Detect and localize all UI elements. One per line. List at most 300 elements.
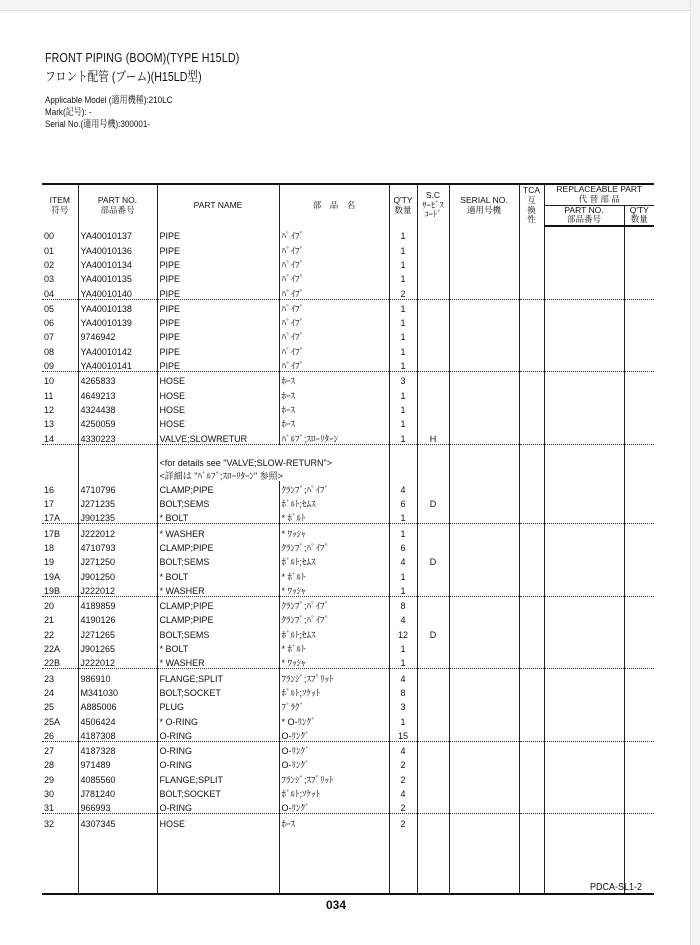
col-rep-qty: Q'TY 数量: [624, 205, 654, 226]
table-row: [42, 814, 654, 829]
service-code: [417, 640, 449, 654]
item-number: 06: [44, 318, 55, 329]
table-row: [42, 226, 654, 241]
table-row: [42, 654, 654, 669]
table-row: [42, 785, 654, 799]
empty-cell: [519, 654, 544, 669]
part-number: M341030: [78, 684, 157, 698]
empty-cell: [544, 640, 624, 654]
service-code: [417, 785, 449, 799]
empty-cell: [449, 596, 519, 611]
item-number: 22B: [42, 654, 78, 669]
item-number: 27: [44, 746, 55, 757]
part-name: PIPE: [157, 270, 279, 284]
empty-cell: [544, 799, 624, 814]
service-code: [417, 342, 449, 356]
table-row: [42, 727, 654, 742]
service-code: [417, 698, 449, 712]
service-code: H: [417, 429, 449, 444]
empty-cell: [519, 785, 544, 799]
empty-cell: [519, 669, 544, 684]
empty-cell: [624, 539, 654, 553]
service-code: [417, 241, 449, 255]
empty-cell: [389, 829, 417, 894]
item-number: 22A: [44, 644, 61, 655]
empty-cell: [544, 401, 624, 415]
part-number: J222012: [78, 582, 157, 597]
item-number: 14: [42, 429, 78, 444]
service-code: [417, 299, 449, 314]
part-number: 4330223: [78, 429, 157, 444]
item-number: 12: [44, 404, 55, 415]
part-number: YA40010136: [78, 241, 157, 255]
empty-cell: [624, 684, 654, 698]
empty-cell: [78, 455, 157, 468]
empty-cell: [519, 429, 544, 444]
empty-cell: [417, 444, 449, 455]
empty-cell: [519, 712, 544, 726]
empty-cell: [544, 495, 624, 509]
quantity: 8: [389, 596, 417, 611]
empty-cell: [544, 314, 624, 328]
part-number: 966993: [78, 799, 157, 814]
empty-cell: [449, 698, 519, 712]
empty-cell: [519, 386, 544, 400]
part-name: * BOLT: [157, 567, 279, 581]
service-code: [417, 539, 449, 553]
empty-cell: [624, 495, 654, 509]
part-number: 986910: [78, 669, 157, 684]
quantity: 1: [389, 226, 417, 241]
empty-cell: [449, 415, 519, 429]
empty-cell: [519, 582, 544, 597]
empty-cell: [449, 372, 519, 387]
service-code: [417, 596, 449, 611]
empty-cell: [449, 444, 519, 455]
service-code: [417, 567, 449, 581]
part-name: BOLT;SOCKET: [157, 785, 279, 799]
part-name-jp: ﾎｰｽ: [279, 814, 389, 829]
empty-cell: [624, 284, 654, 299]
service-code: [417, 611, 449, 625]
part-name-jp: ﾊﾟｲﾌﾟ: [279, 270, 389, 284]
item-number: 25A: [44, 716, 61, 727]
empty-cell: [519, 241, 544, 255]
part-number: 4307345: [78, 814, 157, 829]
quantity: 3: [389, 372, 417, 387]
part-number: YA40010139: [78, 314, 157, 328]
empty-cell: [624, 712, 654, 726]
empty-cell: [449, 553, 519, 567]
quantity: 1: [389, 299, 417, 314]
part-name: PIPE: [157, 328, 279, 342]
empty-cell: [42, 455, 78, 468]
item-number: 24: [44, 687, 55, 698]
part-name: * O-RING: [157, 712, 279, 726]
part-name: FLANGE;SPLIT: [157, 669, 279, 684]
table-row: [42, 596, 654, 611]
empty-cell: [389, 444, 417, 455]
col-part-no: PART NO. 部品番号: [78, 184, 157, 226]
part-name-jp: ﾎﾞﾙﾄ;ｾﾑｽ: [279, 553, 389, 567]
empty-cell: [624, 770, 654, 784]
part-number: YA40010135: [78, 270, 157, 284]
item-number: 19A: [44, 571, 61, 582]
empty-cell: [449, 611, 519, 625]
item-number: 30: [44, 789, 55, 800]
quantity: 6: [389, 495, 417, 509]
part-name: * WASHER: [157, 582, 279, 597]
quantity: 2: [389, 756, 417, 770]
empty-cell: [624, 455, 654, 468]
empty-cell: [449, 814, 519, 829]
part-name: PIPE: [157, 299, 279, 314]
empty-cell: [449, 539, 519, 553]
empty-cell: [449, 741, 519, 756]
quantity: 1: [389, 712, 417, 726]
empty-cell: [624, 328, 654, 342]
empty-cell: [519, 553, 544, 567]
empty-cell: [624, 727, 654, 742]
col-part-name-jp: 部 品 名: [279, 184, 389, 226]
item-number: 32: [44, 818, 55, 829]
empty-cell: [544, 415, 624, 429]
item-number: 31: [42, 799, 78, 814]
part-name-jp: ﾊﾟｲﾌﾟ: [279, 328, 389, 342]
empty-cell: [624, 698, 654, 712]
empty-cell: [449, 256, 519, 270]
empty-cell: [42, 829, 78, 894]
part-number: 4250059: [78, 415, 157, 429]
empty-cell: [519, 314, 544, 328]
empty-cell: [449, 785, 519, 799]
service-code: [417, 799, 449, 814]
table-blank-row: [42, 829, 654, 894]
empty-cell: [624, 814, 654, 829]
part-name: BOLT;SEMS: [157, 553, 279, 567]
part-name: * BOLT: [157, 640, 279, 654]
part-name-jp: ﾎｰｽ: [279, 401, 389, 415]
part-number: J222012: [78, 524, 157, 539]
empty-cell: [519, 342, 544, 356]
quantity: 15: [389, 727, 417, 742]
table-row: [42, 314, 654, 328]
empty-cell: [157, 829, 279, 894]
table-row: [42, 386, 654, 400]
empty-cell: [449, 495, 519, 509]
part-name-jp: O-ﾘﾝｸﾞ: [279, 799, 389, 814]
empty-cell: [519, 698, 544, 712]
quantity: 1: [389, 509, 417, 524]
empty-cell: [624, 401, 654, 415]
part-name-jp: ﾊﾟｲﾌﾟ: [279, 226, 389, 241]
part-name-jp: ｸﾗﾝﾌﾟ;ﾊﾟｲﾌﾟ: [279, 481, 389, 495]
service-code: [417, 401, 449, 415]
quantity: 8: [389, 684, 417, 698]
quantity: 4: [389, 669, 417, 684]
page-edge-top: [0, 0, 700, 11]
part-name: PIPE: [157, 241, 279, 255]
empty-cell: [624, 256, 654, 270]
part-name: PIPE: [157, 256, 279, 270]
empty-cell: [624, 372, 654, 387]
col-service-code: S.C ｻｰﾋﾞｽ ｺｰﾄﾞ: [417, 184, 449, 226]
quantity: 4: [389, 553, 417, 567]
table-row: [42, 770, 654, 784]
empty-cell: [519, 611, 544, 625]
empty-cell: [417, 468, 449, 481]
table-row: [42, 712, 654, 726]
empty-cell: [78, 468, 157, 481]
quantity: 1: [389, 342, 417, 356]
part-name: HOSE: [157, 814, 279, 829]
empty-cell: [624, 654, 654, 669]
empty-cell: [449, 342, 519, 356]
empty-cell: [624, 299, 654, 314]
empty-cell: [624, 669, 654, 684]
part-name-jp: ﾎﾞﾙﾄ;ｿｹｯﾄ: [279, 684, 389, 698]
empty-cell: [624, 226, 654, 241]
empty-cell: [449, 712, 519, 726]
item-number: 23: [44, 673, 55, 684]
empty-cell: [544, 684, 624, 698]
item-number: 05: [44, 303, 55, 314]
part-name-jp: ﾎｰｽ: [279, 415, 389, 429]
col-tca: TCA 互 換 性: [519, 184, 544, 226]
part-number: 4187328: [78, 741, 157, 756]
part-name-jp: O-ﾘﾝｸﾞ: [279, 727, 389, 742]
part-name: PIPE: [157, 284, 279, 299]
part-number: YA40010137: [78, 226, 157, 241]
col-replaceable-part: REPLACEABLE PART 代 替 部 品: [544, 184, 654, 205]
details-note-jp: <詳細は "ﾊﾞﾙﾌﾞ;ｽﾛｰﾘﾀｰﾝ" 参照>: [157, 468, 389, 481]
service-code: [417, 226, 449, 241]
empty-cell: [78, 829, 157, 894]
empty-cell: [519, 444, 544, 455]
part-name: HOSE: [157, 415, 279, 429]
empty-cell: [544, 372, 624, 387]
empty-cell: [519, 415, 544, 429]
empty-cell: [624, 625, 654, 639]
empty-cell: [449, 328, 519, 342]
part-name: O-RING: [157, 741, 279, 756]
quantity: 2: [389, 284, 417, 299]
col-item: ITEM 符号: [42, 184, 78, 226]
item-number: 20: [44, 601, 55, 612]
service-code: [417, 270, 449, 284]
empty-cell: [449, 684, 519, 698]
quantity: 1: [389, 415, 417, 429]
page-edge-right: [690, 0, 700, 945]
empty-cell: [449, 429, 519, 444]
table-row: [42, 429, 654, 444]
part-name: CLAMP;PIPE: [157, 611, 279, 625]
empty-cell: [544, 669, 624, 684]
service-code: [417, 770, 449, 784]
empty-cell: [544, 299, 624, 314]
part-number: J901250: [78, 567, 157, 581]
quantity: 1: [389, 640, 417, 654]
item-number: 22: [44, 629, 55, 640]
part-number: 4506424: [78, 712, 157, 726]
item-number: 19B: [42, 582, 78, 597]
empty-cell: [624, 756, 654, 770]
empty-cell: [624, 481, 654, 495]
empty-cell: [449, 386, 519, 400]
parts-table: [42, 183, 654, 895]
quantity: 1: [389, 386, 417, 400]
empty-cell: [544, 481, 624, 495]
table-row: [42, 553, 654, 567]
empty-cell: [624, 386, 654, 400]
item-number: 26: [42, 727, 78, 742]
item-number: 21: [44, 615, 55, 626]
empty-cell: [544, 284, 624, 299]
empty-cell: [544, 756, 624, 770]
part-number: YA40010140: [78, 284, 157, 299]
empty-cell: [519, 799, 544, 814]
table-row: [42, 524, 654, 539]
empty-cell: [624, 415, 654, 429]
quantity: 1: [389, 401, 417, 415]
part-number: J271235: [78, 495, 157, 509]
service-code: D: [417, 495, 449, 509]
empty-cell: [279, 829, 389, 894]
item-number: 29: [44, 774, 55, 785]
part-name-jp: ﾊﾟｲﾌﾟ: [279, 256, 389, 270]
part-number: 4190126: [78, 611, 157, 625]
quantity: 1: [389, 328, 417, 342]
part-name-jp: ﾊﾟｲﾌﾟ: [279, 284, 389, 299]
service-code: [417, 328, 449, 342]
quantity: 1: [389, 582, 417, 597]
empty-cell: [519, 829, 544, 894]
empty-cell: [389, 455, 417, 468]
part-number: YA40010142: [78, 342, 157, 356]
quantity: 2: [389, 799, 417, 814]
part-name: HOSE: [157, 386, 279, 400]
empty-cell: [449, 270, 519, 284]
service-code: [417, 284, 449, 299]
table-row: [42, 509, 654, 524]
empty-cell: [449, 314, 519, 328]
empty-cell: [519, 328, 544, 342]
item-number: 16: [44, 484, 55, 495]
empty-cell: [544, 241, 624, 255]
part-name: * BOLT: [157, 509, 279, 524]
part-number: YA40010138: [78, 299, 157, 314]
table-row: [42, 756, 654, 770]
quantity: 1: [389, 314, 417, 328]
part-name-jp: ﾎﾞﾙﾄ;ｾﾑｽ: [279, 625, 389, 639]
empty-cell: [449, 284, 519, 299]
parts-table-body: [42, 226, 654, 894]
empty-cell: [624, 611, 654, 625]
part-name-jp: ﾎﾞﾙﾄ;ｾﾑｽ: [279, 495, 389, 509]
table-row: [42, 481, 654, 495]
part-name-jp: ｸﾗﾝﾌﾟ;ﾊﾟｲﾌﾟ: [279, 539, 389, 553]
part-name: VALVE;SLOWRETUR: [157, 429, 279, 444]
empty-cell: [449, 468, 519, 481]
service-code: [417, 357, 449, 372]
empty-cell: [624, 553, 654, 567]
service-code: [417, 727, 449, 742]
empty-cell: [42, 468, 78, 481]
part-name: FLANGE;SPLIT: [157, 770, 279, 784]
part-name-jp: * ﾜｯｼｬ: [279, 654, 389, 669]
empty-cell: [544, 328, 624, 342]
part-name: O-RING: [157, 727, 279, 742]
service-code: [417, 372, 449, 387]
mark-field: Mark(記号): -: [45, 107, 92, 118]
empty-cell: [624, 582, 654, 597]
quantity: 3: [389, 698, 417, 712]
part-number: 9746942: [78, 328, 157, 342]
part-number: J271250: [78, 553, 157, 567]
part-name-jp: ﾎﾞﾙﾄ;ｿｹｯﾄ: [279, 785, 389, 799]
part-name: BOLT;SOCKET: [157, 684, 279, 698]
empty-cell: [449, 241, 519, 255]
part-number: YA40010134: [78, 256, 157, 270]
part-name-jp: ﾊﾟｲﾌﾟ: [279, 342, 389, 356]
empty-cell: [544, 455, 624, 468]
item-number: 28: [44, 760, 55, 771]
quantity: 1: [389, 270, 417, 284]
item-number: 25: [44, 702, 55, 713]
quantity: 4: [389, 611, 417, 625]
empty-cell: [519, 625, 544, 639]
table-row: [42, 669, 654, 684]
empty-cell: [544, 654, 624, 669]
empty-cell: [519, 372, 544, 387]
page-number: 034: [326, 898, 347, 912]
part-name-jp: ﾊﾟｲﾌﾟ: [279, 299, 389, 314]
table-row: [42, 495, 654, 509]
empty-cell: [449, 654, 519, 669]
empty-cell: [519, 299, 544, 314]
empty-cell: [544, 785, 624, 799]
table-row: [42, 415, 654, 429]
empty-cell: [519, 495, 544, 509]
part-number: J271265: [78, 625, 157, 639]
empty-cell: [624, 357, 654, 372]
service-code: D: [417, 553, 449, 567]
empty-cell: [624, 799, 654, 814]
empty-cell: [544, 524, 624, 539]
col-serial-no: SERIAL NO. 適用号機: [449, 184, 519, 226]
part-name: PIPE: [157, 357, 279, 372]
item-number: 17A: [42, 509, 78, 524]
empty-cell: [624, 524, 654, 539]
empty-cell: [449, 481, 519, 495]
part-name-jp: * O-ﾘﾝｸﾞ: [279, 712, 389, 726]
table-row: [42, 372, 654, 387]
empty-cell: [624, 567, 654, 581]
part-number: J901235: [78, 509, 157, 524]
empty-cell: [624, 241, 654, 255]
table-note-row: [42, 455, 654, 468]
quantity: 4: [389, 785, 417, 799]
table-row: [42, 328, 654, 342]
item-number: 04: [42, 284, 78, 299]
empty-cell: [544, 539, 624, 553]
table-row: [42, 256, 654, 270]
part-number: 4649213: [78, 386, 157, 400]
quantity: 1: [389, 654, 417, 669]
quantity: 4: [389, 741, 417, 756]
table-row: [42, 640, 654, 654]
empty-cell: [449, 625, 519, 639]
